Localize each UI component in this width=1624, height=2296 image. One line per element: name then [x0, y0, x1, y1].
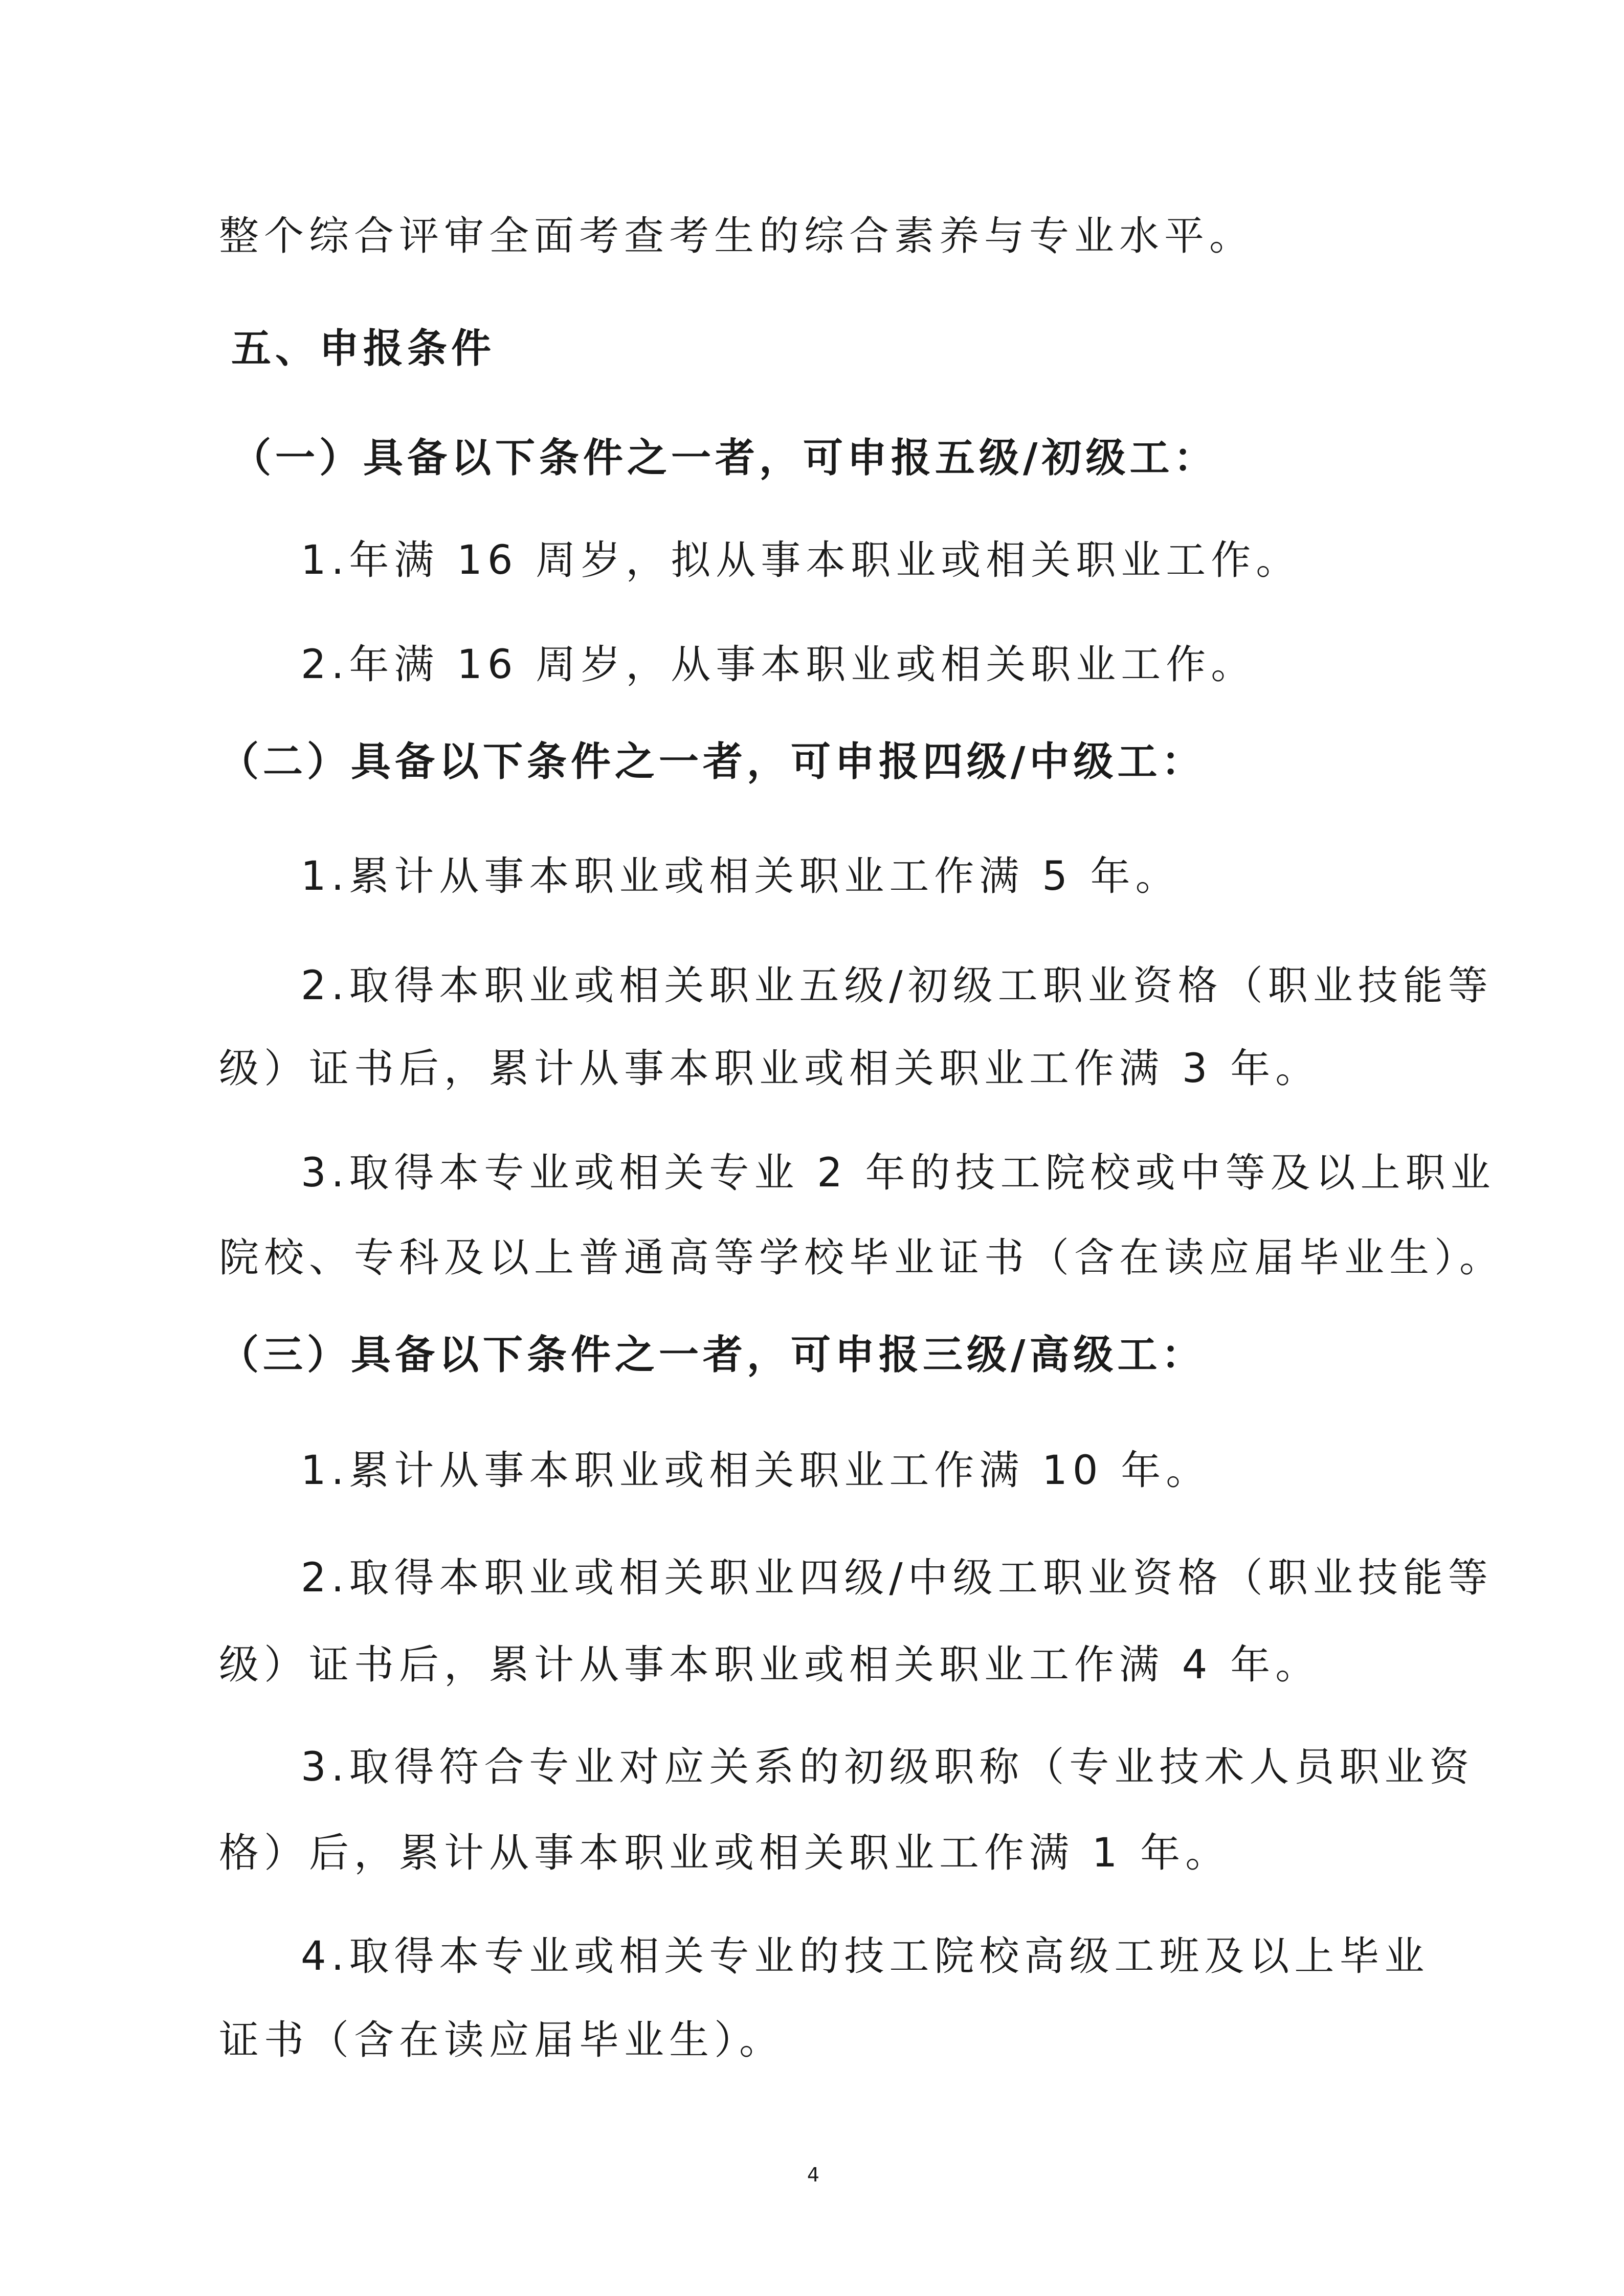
list-item-continuation: 级）证书后，累计从事本职业或相关职业工作满 3 年。: [219, 1046, 1321, 1092]
list-item: 2.年满 16 周岁，从事本职业或相关职业工作。: [301, 642, 1256, 688]
list-item: 2.取得本职业或相关职业四级/中级工职业资格（职业技能等: [301, 1555, 1493, 1601]
list-item-continuation: 院校、专科及以上普通高等学校毕业证书（含在读应届毕业生）。: [219, 1235, 1505, 1281]
list-item: 4.取得本专业或相关专业的技工院校高级工班及以上毕业: [301, 1933, 1430, 1979]
list-item: 1.累计从事本职业或相关职业工作满 10 年。: [301, 1448, 1211, 1494]
list-item-continuation: 证书（含在读应届毕业生）。: [219, 2017, 785, 2063]
group-heading: （二）具备以下条件之一者，可申报四级/中级工：: [219, 739, 1206, 785]
intro-line: 整个综合评审全面考查考生的综合素养与专业水平。: [219, 213, 1255, 259]
list-item: 1.年满 16 周岁，拟从事本职业或相关职业工作。: [301, 537, 1301, 583]
group-heading: （三）具备以下条件之一者，可申报三级/高级工：: [219, 1332, 1206, 1378]
list-item: 3.取得符合专业对应关系的初级职称（专业技术人员职业资: [301, 1744, 1475, 1790]
list-item-continuation: 级）证书后，累计从事本职业或相关职业工作满 4 年。: [219, 1642, 1321, 1688]
list-item: 2.取得本职业或相关职业五级/初级工职业资格（职业技能等: [301, 963, 1493, 1009]
group-heading: （一）具备以下条件之一者，可申报五级/初级工：: [231, 435, 1218, 481]
list-item: 3.取得本专业或相关专业 2 年的技工院校或中等及以上职业: [301, 1150, 1496, 1196]
list-item: 1.累计从事本职业或相关职业工作满 5 年。: [301, 853, 1181, 899]
page-number: 4: [807, 2164, 820, 2186]
section-title: 五、申报条件: [231, 326, 496, 372]
list-item-continuation: 格）后，累计从事本职业或相关职业工作满 1 年。: [219, 1830, 1231, 1876]
